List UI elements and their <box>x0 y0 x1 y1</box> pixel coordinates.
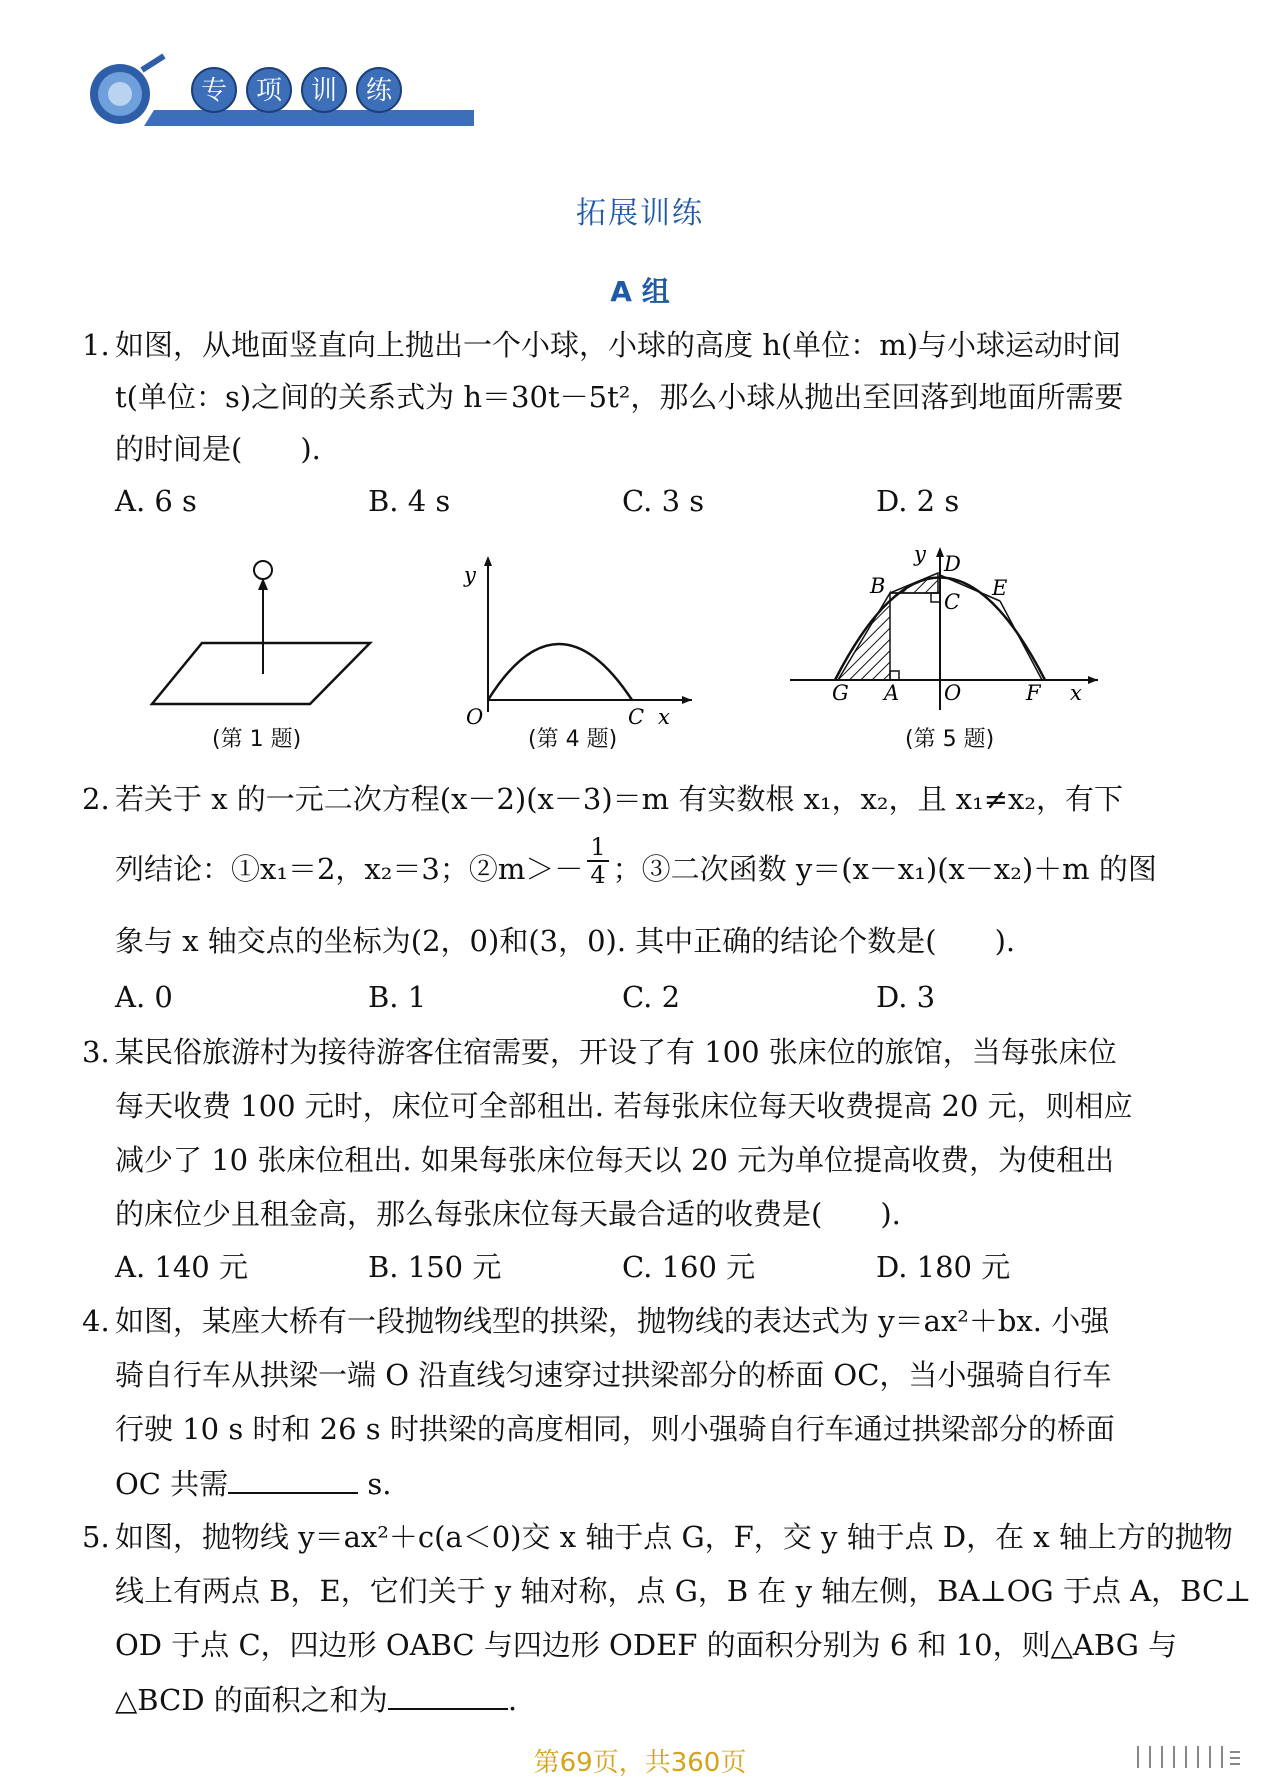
q4-line3: 行驶 10 s 时和 26 s 时拱梁的高度相同，则小强骑自行车通过拱梁部分的桥面 <box>115 1412 1115 1446</box>
q2-option-d: D. 3 <box>876 980 936 1014</box>
q2-option-b: B. 1 <box>368 980 427 1014</box>
figure-4-arch-diagram <box>460 552 700 729</box>
page-title: 拓展训练 <box>576 196 704 231</box>
q2-line1: 2. 若关于 x 的一元二次方程(x－2)(x－3)＝m 有实数根 x₁，x₂，且 x₁≠x₂，有下 <box>82 782 1124 816</box>
figure-1-ball-diagram <box>140 552 380 712</box>
magnifier-icon <box>84 50 484 140</box>
fig4-label-x: x <box>658 705 670 729</box>
badge-char-1: 专 <box>200 76 228 106</box>
q4-line1: 4. 如图，某座大桥有一段抛物线型的拱梁，抛物线的表达式为 y＝ax²＋bx. 小强 <box>82 1304 1110 1338</box>
section-badge <box>84 50 484 140</box>
fig4-label-o: O <box>466 705 484 729</box>
q3-option-a: A. 140 元 <box>115 1250 248 1284</box>
q1-option-b: B. 4 s <box>368 484 451 518</box>
fig5-label-g: G <box>832 681 849 705</box>
badge-char-4: 练 <box>365 76 393 106</box>
q1-option-d: D. 2 s <box>876 484 960 518</box>
q1-option-a: A. 6 s <box>115 484 197 518</box>
group-label: A 组 <box>610 275 670 308</box>
q4-line2: 骑自行车从拱梁一端 O 沿直线匀速穿过拱梁部分的桥面 OC，当小强骑自行车 <box>115 1358 1112 1392</box>
fig5-label-x: x <box>1070 681 1082 705</box>
q3-line4: 的床位少且租金高，那么每张床位每天最合适的收费是( ). <box>115 1197 901 1231</box>
q1-line3: 的时间是( ). <box>115 432 321 466</box>
fraction-one-quarter: $\frac{1}{4}$ <box>587 834 608 888</box>
q3-line3: 减少了 10 张床位租出. 如果每张床位每天以 20 元为单位提高收费，为使租出 <box>115 1143 1115 1177</box>
badge-char-2: 项 <box>255 76 283 106</box>
fig5-label-b: B <box>870 574 886 598</box>
fig5-label-e: E <box>992 576 1008 600</box>
fig5-label-f: F <box>1026 681 1041 705</box>
page-scrollbar-icon[interactable] <box>1132 1742 1242 1772</box>
q5-line1: 5. 如图，抛物线 y＝ax²＋c(a＜0)交 x 轴于点 G，F，交 y 轴于点 D，在 x 轴上方的抛物 <box>82 1520 1233 1554</box>
q1-line1: 1. 如图，从地面竖直向上抛出一个小球，小球的高度 h(单位：m)与小球运动时间 <box>82 328 1122 362</box>
figure-5-parabola-diagram <box>780 542 1100 715</box>
q5-line2: 线上有两点 B，E，它们关于 y 轴对称，点 G，B 在 y 轴左侧，BA⊥OG 于点 A，BC⊥ <box>115 1574 1252 1608</box>
fig5-label-a: A <box>884 681 900 705</box>
fig5-label-c: C <box>944 590 961 614</box>
q2-line3: 象与 x 轴交点的坐标为(2，0)和(3，0). 其中正确的结论个数是( ). <box>115 924 1016 958</box>
q2-option-c: C. 2 <box>622 980 681 1014</box>
fig4-label-y: y <box>464 563 476 587</box>
figure-4-caption: (第 4 题) <box>528 727 618 752</box>
q1-option-c: C. 3 s <box>622 484 705 518</box>
q3-option-c: C. 160 元 <box>622 1250 756 1284</box>
q1-line2: t(单位：s)之间的关系式为 h＝30t－5t²，那么小球从抛出至回落到地面所需要 <box>115 380 1124 414</box>
q3-option-b: B. 150 元 <box>368 1250 502 1284</box>
page-counter: 第69页，共360页 <box>533 1748 747 1778</box>
q5-line3: OD 于点 C，四边形 OABC 与四边形 ODEF 的面积分别为 6 和 10，则△ABG 与 <box>115 1628 1178 1662</box>
q5-line4: △BCD 的面积之和为 . <box>115 1683 518 1717</box>
q3-option-d: D. 180 元 <box>876 1250 1011 1284</box>
fig5-label-o: O <box>944 681 962 705</box>
fig4-label-c: C <box>628 705 645 729</box>
q3-line1: 3. 某民俗旅游村为接待游客住宿需要，开设了有 100 张床位的旅馆，当每张床位 <box>82 1035 1117 1069</box>
figure-5-caption: (第 5 题) <box>905 727 995 752</box>
q2-line2: 列结论：①x₁＝2，x₂＝3；②m＞－ $\frac{1}{4}$ ；③二次函数 y＝(x－x₁)(x－x₂)＋m 的图 <box>115 833 1157 889</box>
q2-option-a: A. 0 <box>115 980 173 1014</box>
q4-answer-blank[interactable] <box>228 1466 358 1494</box>
figure-1-caption: (第 1 题) <box>212 727 302 752</box>
q4-line4: OC 共需 s. <box>115 1467 392 1501</box>
badge-char-3: 训 <box>310 76 338 106</box>
fig5-label-d: D <box>944 552 961 576</box>
q5-answer-blank[interactable] <box>388 1682 508 1710</box>
q3-line2: 每天收费 100 元时，床位可全部租出. 若每张床位每天收费提高 20 元，则相应 <box>115 1089 1133 1123</box>
fig5-label-y: y <box>914 542 926 566</box>
